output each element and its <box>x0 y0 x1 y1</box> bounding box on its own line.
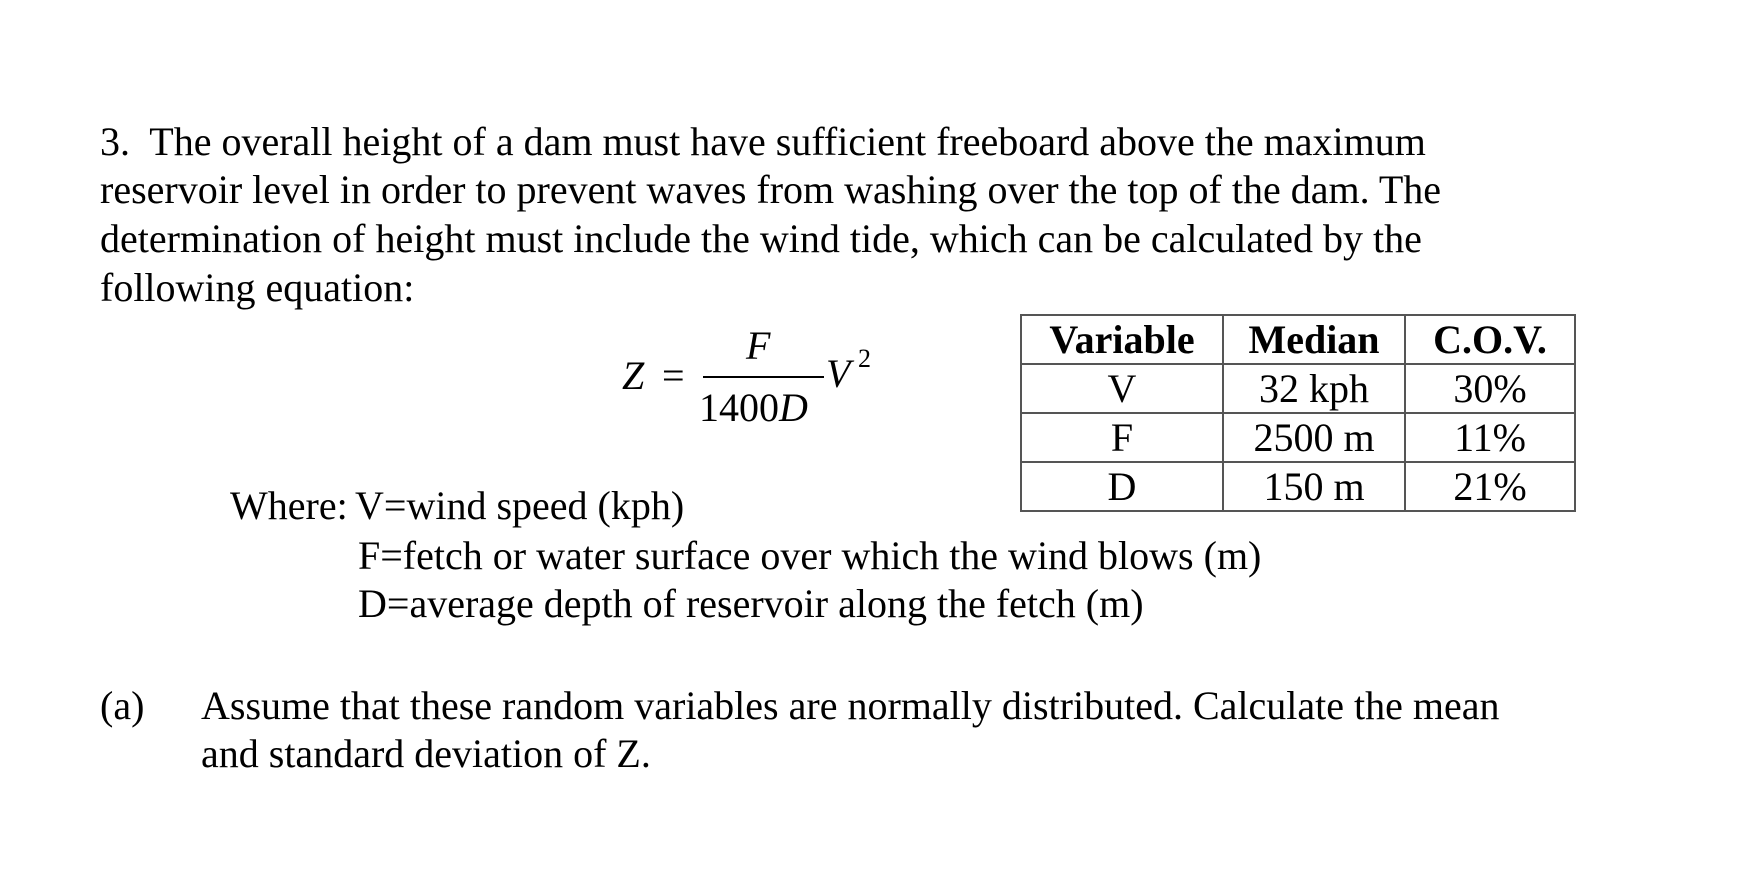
equation-equals: = <box>662 353 685 398</box>
equation-exponent: 2 <box>858 344 871 373</box>
table-header-variable: Variable <box>1021 315 1223 364</box>
problem-line-1 <box>100 118 1426 166</box>
table-header-median: Median <box>1223 315 1405 364</box>
table-cell-variable: F <box>1021 413 1223 462</box>
equation-numerator: F <box>746 323 771 368</box>
equation-denominator-var: D <box>779 385 808 430</box>
problem-intro-line-3: determination of height must include the wind tide, which can be calculated by the <box>100 216 1422 261</box>
problem-number: 3. <box>100 119 130 164</box>
where-definition-d: D=average depth of reservoir along the fetch (m) <box>358 581 1144 626</box>
part-a-line-2: and standard deviation of Z. <box>201 731 651 776</box>
part-a-label: (a) <box>100 683 145 728</box>
equation-denominator-number: 1400 <box>699 385 779 430</box>
table-header-cov: C.O.V. <box>1405 315 1575 364</box>
problem-intro-line-1: The overall height of a dam must have sufficient freeboard above the maximum <box>149 119 1426 164</box>
table-row <box>1021 462 1575 511</box>
equation-factor: V <box>826 351 851 396</box>
table-cell-median: 2500 m <box>1223 413 1405 462</box>
where-label: Where: <box>230 483 348 528</box>
table-cell-cov: 11% <box>1405 413 1575 462</box>
equation-fraction-bar <box>703 376 824 378</box>
problem-intro-line-4: following equation: <box>100 265 415 310</box>
table-cell-variable: D <box>1021 462 1223 511</box>
table-cell-median: 150 m <box>1223 462 1405 511</box>
problem-intro-line-2: reservoir level in order to prevent waves from washing over the top of the dam. The <box>100 167 1442 212</box>
table-header-row <box>1021 315 1575 364</box>
equation-denominator <box>699 384 808 431</box>
table-cell-cov: 30% <box>1405 364 1575 413</box>
equation-lhs: Z <box>622 353 645 398</box>
where-definition-v: V=wind speed (kph) <box>355 483 685 528</box>
variable-table <box>1020 314 1576 512</box>
where-definition-f: F=fetch or water surface over which the wind blows (m) <box>358 533 1262 578</box>
table-cell-cov: 21% <box>1405 462 1575 511</box>
table-cell-variable: V <box>1021 364 1223 413</box>
table-cell-median: 32 kph <box>1223 364 1405 413</box>
table-row <box>1021 413 1575 462</box>
part-a-line-1: Assume that these random variables are normally distributed. Calculate the mean <box>201 683 1500 728</box>
table-row <box>1021 364 1575 413</box>
